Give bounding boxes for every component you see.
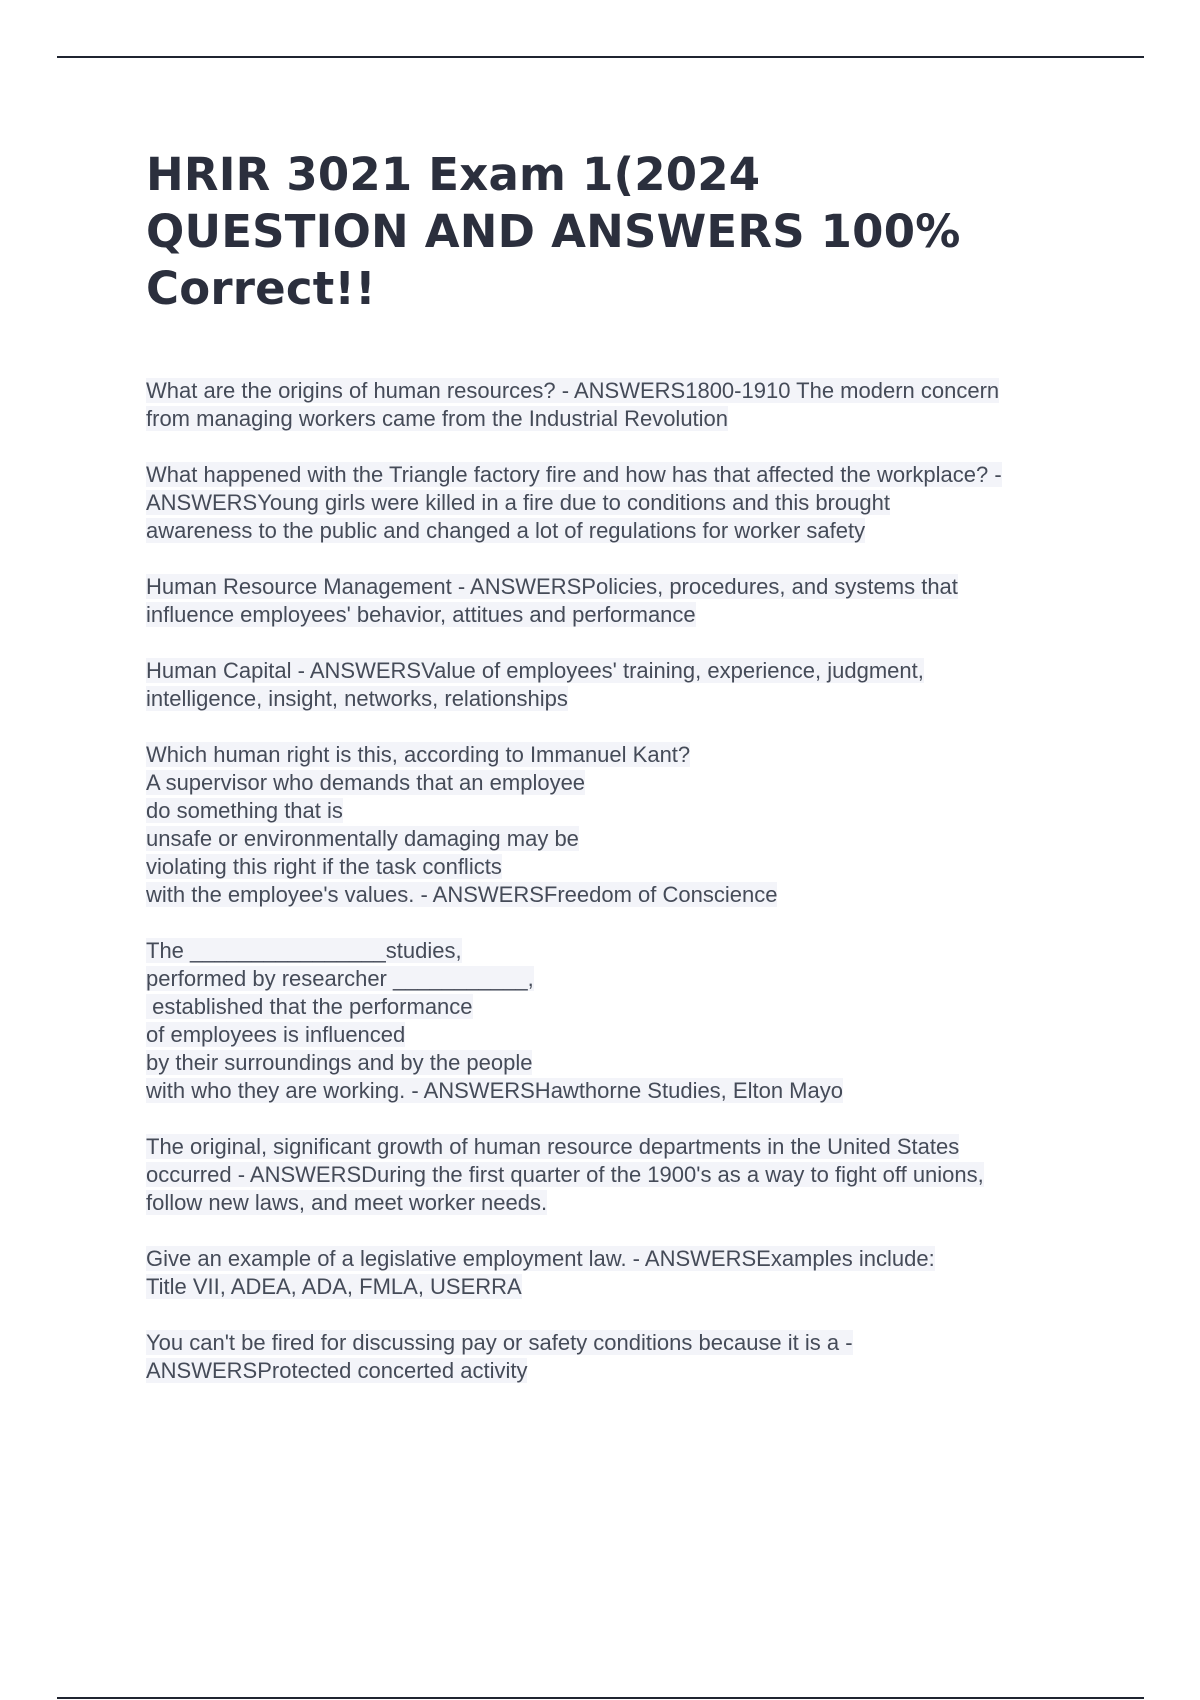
- qa-item: [146, 741, 1106, 909]
- qa-item: [146, 1245, 1106, 1301]
- document-title: [146, 146, 1106, 317]
- qa-line: Human Resource Management - ANSWERSPolicies, procedures, and systems that: [146, 574, 958, 599]
- qa-line: The ________________studies,: [146, 938, 462, 963]
- qa-line: from managing workers came from the Industrial Revolution: [146, 406, 729, 431]
- qa-line: established that the performance: [146, 994, 473, 1019]
- document-page: [146, 146, 1106, 1413]
- qa-line: What happened with the Triangle factory fire and how has that affected the workplace? -: [146, 462, 1002, 487]
- qa-line: of employees is influenced: [146, 1022, 406, 1047]
- qa-line: occurred - ANSWERSDuring the first quarter of the 1900's as a way to fight off unions,: [146, 1162, 984, 1187]
- qa-line: Title VII, ADEA, ADA, FMLA, USERRA: [146, 1274, 522, 1299]
- qa-line: awareness to the public and changed a lot of regulations for worker safety: [146, 518, 866, 543]
- qa-list: [146, 377, 1106, 1385]
- bottom-rule: [57, 1697, 1144, 1699]
- title-line: HRIR 3021 Exam 1(2024: [146, 148, 761, 201]
- qa-line: influence employees' behavior, attitues and performance: [146, 602, 696, 627]
- qa-line: with who they are working. - ANSWERSHawthorne Studies, Elton Mayo: [146, 1078, 843, 1103]
- qa-line: violating this right if the task conflicts: [146, 854, 502, 879]
- qa-line: You can't be fired for discussing pay or safety conditions because it is a -: [146, 1330, 853, 1355]
- qa-line: intelligence, insight, networks, relationships: [146, 686, 568, 711]
- top-rule: [57, 56, 1144, 58]
- qa-item: [146, 1329, 1106, 1385]
- qa-line: Give an example of a legislative employment law. - ANSWERSExamples include:: [146, 1246, 935, 1271]
- title-line: Correct!!: [146, 262, 376, 315]
- qa-line: follow new laws, and meet worker needs.: [146, 1190, 548, 1215]
- qa-line: performed by researcher ___________,: [146, 966, 534, 991]
- qa-line: with the employee's values. - ANSWERSFreedom of Conscience: [146, 882, 778, 907]
- qa-line: ANSWERSProtected concerted activity: [146, 1358, 528, 1383]
- qa-item: [146, 573, 1106, 629]
- qa-line: What are the origins of human resources? - ANSWERS1800-1910 The modern concern: [146, 378, 1000, 403]
- qa-item: [146, 937, 1106, 1105]
- qa-item: [146, 377, 1106, 433]
- qa-item: [146, 461, 1106, 545]
- qa-line: A supervisor who demands that an employee: [146, 770, 586, 795]
- title-line: QUESTION AND ANSWERS 100%: [146, 205, 961, 258]
- qa-line: Which human right is this, according to Immanuel Kant?: [146, 742, 691, 767]
- qa-item: [146, 1133, 1106, 1217]
- qa-item: [146, 657, 1106, 713]
- qa-line: do something that is: [146, 798, 343, 823]
- qa-line: Human Capital - ANSWERSValue of employees' training, experience, judgment,: [146, 658, 924, 683]
- qa-line: by their surroundings and by the people: [146, 1050, 533, 1075]
- qa-line: ANSWERSYoung girls were killed in a fire due to conditions and this brought: [146, 490, 890, 515]
- qa-line: unsafe or environmentally damaging may be: [146, 826, 579, 851]
- qa-line: The original, significant growth of human resource departments in the United States: [146, 1134, 960, 1159]
